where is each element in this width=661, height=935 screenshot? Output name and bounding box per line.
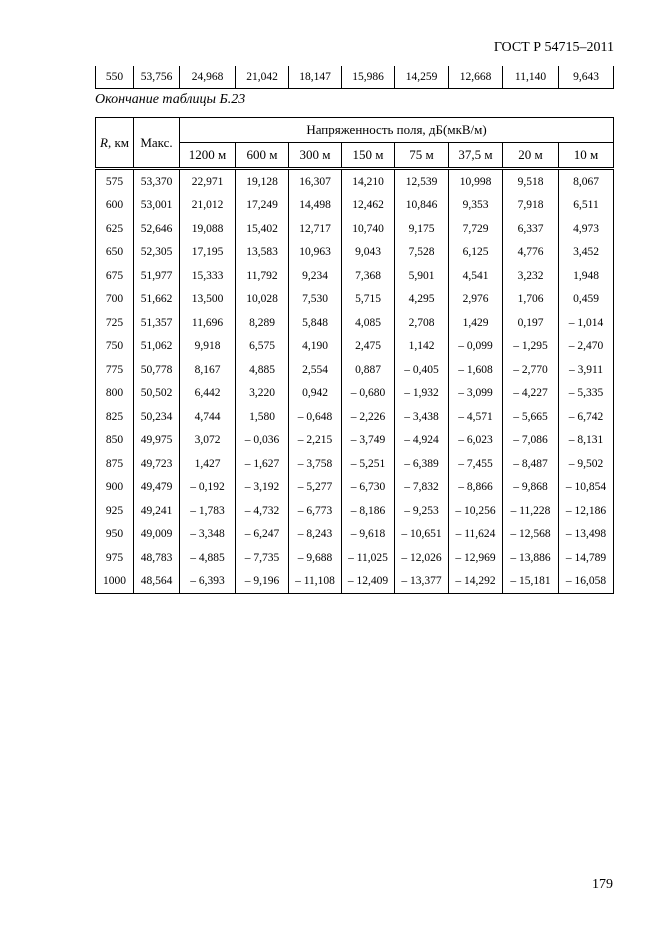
table-cell: – 3,911 — [559, 358, 614, 382]
table-caption: Окончание таблицы Б.23 — [95, 92, 246, 107]
table-cell: – 2,226 — [342, 405, 395, 429]
table-cell: 1,580 — [236, 405, 289, 429]
table-cell: – 0,405 — [395, 358, 449, 382]
table-cell: – 15,181 — [503, 570, 559, 594]
table-cell: 650 — [96, 241, 134, 265]
table-cell: – 9,196 — [236, 570, 289, 594]
table-cell: – 0,099 — [449, 335, 503, 359]
table-cell: 900 — [96, 476, 134, 500]
table-cell: – 12,186 — [559, 499, 614, 523]
table-cell: 5,901 — [395, 264, 449, 288]
table-cell: – 6,742 — [559, 405, 614, 429]
table-cell: – 12,409 — [342, 570, 395, 594]
table-cell: 7,368 — [342, 264, 395, 288]
table-cell: 10,998 — [449, 169, 503, 194]
table-cell: 5,848 — [289, 311, 342, 335]
table-cell: 53,370 — [134, 169, 180, 194]
table-cell: 0,459 — [559, 288, 614, 312]
table-cell: – 3,192 — [236, 476, 289, 500]
table-cell: 51,662 — [134, 288, 180, 312]
table-cell: 50,778 — [134, 358, 180, 382]
table-cell: – 14,292 — [449, 570, 503, 594]
table-cell: 0,942 — [289, 382, 342, 406]
table-cell: 575 — [96, 169, 134, 194]
table-cell: 9,918 — [180, 335, 236, 359]
table-cell: 550 — [96, 66, 134, 89]
table-cell: – 0,192 — [180, 476, 236, 500]
table-row — [96, 546, 614, 570]
table-cell: 12,717 — [289, 217, 342, 241]
table-cell: 625 — [96, 217, 134, 241]
table-cell: 49,479 — [134, 476, 180, 500]
table-cell: – 4,732 — [236, 499, 289, 523]
table-cell: – 0,036 — [236, 429, 289, 453]
table-cell: 9,518 — [503, 169, 559, 194]
table-cell: 975 — [96, 546, 134, 570]
table-cell: 1,706 — [503, 288, 559, 312]
table-cell: 4,085 — [342, 311, 395, 335]
table-cell: – 1,932 — [395, 382, 449, 406]
table-cell: – 10,854 — [559, 476, 614, 500]
table-cell: – 16,058 — [559, 570, 614, 594]
table-cell: 3,232 — [503, 264, 559, 288]
table-cell: 22,971 — [180, 169, 236, 194]
table-cell: – 4,885 — [180, 546, 236, 570]
r-label: R — [100, 134, 108, 150]
table-cell: – 4,571 — [449, 405, 503, 429]
table-cell: – 7,832 — [395, 476, 449, 500]
table-cell: – 9,502 — [559, 452, 614, 476]
table-cell: – 0,648 — [289, 405, 342, 429]
table-row — [96, 169, 614, 194]
table-cell: 1,427 — [180, 452, 236, 476]
table-cell: 3,452 — [559, 241, 614, 265]
table-cell: 21,012 — [180, 194, 236, 218]
table-cell: 9,234 — [289, 264, 342, 288]
table-cell: – 1,014 — [559, 311, 614, 335]
table-row — [96, 499, 614, 523]
table-cell: – 4,227 — [503, 382, 559, 406]
table-cell: – 3,749 — [342, 429, 395, 453]
table-row — [96, 523, 614, 547]
table-cell: – 10,256 — [449, 499, 503, 523]
table-cell: 10,740 — [342, 217, 395, 241]
table-cell: 16,307 — [289, 169, 342, 194]
column-header-height: 20 м — [503, 143, 559, 169]
table-cell: 24,968 — [180, 66, 236, 89]
table-row — [96, 264, 614, 288]
table-cell: 2,554 — [289, 358, 342, 382]
table-cell: – 13,377 — [395, 570, 449, 594]
table-cell: 15,986 — [342, 66, 395, 89]
table-cell: 2,708 — [395, 311, 449, 335]
table-cell: 14,210 — [342, 169, 395, 194]
table-cell: 17,195 — [180, 241, 236, 265]
table-cell: – 3,348 — [180, 523, 236, 547]
column-header-r — [96, 118, 134, 169]
table-cell: 13,583 — [236, 241, 289, 265]
table-top-continuation — [95, 66, 614, 89]
table-cell: 825 — [96, 405, 134, 429]
table-cell: 15,402 — [236, 217, 289, 241]
table-cell: 7,528 — [395, 241, 449, 265]
table-cell: – 9,688 — [289, 546, 342, 570]
table-cell: – 3,438 — [395, 405, 449, 429]
table-cell: – 12,026 — [395, 546, 449, 570]
table-cell: – 1,295 — [503, 335, 559, 359]
column-header-height: 10 м — [559, 143, 614, 169]
table-cell: – 14,789 — [559, 546, 614, 570]
table-cell: 18,147 — [289, 66, 342, 89]
table-cell: – 3,758 — [289, 452, 342, 476]
table-cell: 48,783 — [134, 546, 180, 570]
table-cell: – 8,866 — [449, 476, 503, 500]
table-cell: 11,696 — [180, 311, 236, 335]
column-header-height: 75 м — [395, 143, 449, 169]
table-row — [96, 241, 614, 265]
table-cell: 12,539 — [395, 169, 449, 194]
table-cell: – 1,783 — [180, 499, 236, 523]
table-cell: 6,442 — [180, 382, 236, 406]
table-cell: – 7,735 — [236, 546, 289, 570]
table-cell: 49,241 — [134, 499, 180, 523]
table-cell: 10,846 — [395, 194, 449, 218]
table-cell: 49,723 — [134, 452, 180, 476]
table-cell: – 2,470 — [559, 335, 614, 359]
table-cell: – 9,868 — [503, 476, 559, 500]
table-cell: 925 — [96, 499, 134, 523]
table-row — [96, 476, 614, 500]
table-cell: – 8,186 — [342, 499, 395, 523]
table-cell: 9,043 — [342, 241, 395, 265]
table-cell: – 9,253 — [395, 499, 449, 523]
table-cell: 3,220 — [236, 382, 289, 406]
table-cell: 5,715 — [342, 288, 395, 312]
table-cell: 50,234 — [134, 405, 180, 429]
table-cell: – 1,627 — [236, 452, 289, 476]
table-cell: 49,975 — [134, 429, 180, 453]
table-row — [96, 217, 614, 241]
table-cell: 7,530 — [289, 288, 342, 312]
column-header-height: 300 м — [289, 143, 342, 169]
table-cell: 7,918 — [503, 194, 559, 218]
table-row — [96, 405, 614, 429]
table-cell: 9,175 — [395, 217, 449, 241]
table-row — [96, 311, 614, 335]
table-row — [96, 66, 614, 89]
table-cell: 875 — [96, 452, 134, 476]
table-cell: 53,001 — [134, 194, 180, 218]
table-cell: – 4,924 — [395, 429, 449, 453]
table-cell: 9,643 — [559, 66, 614, 89]
table-cell: 12,462 — [342, 194, 395, 218]
column-header-max: Макс. — [134, 118, 180, 169]
table-cell: 750 — [96, 335, 134, 359]
table-cell: 15,333 — [180, 264, 236, 288]
table-row — [96, 358, 614, 382]
table-cell: – 6,247 — [236, 523, 289, 547]
table-cell: 8,167 — [180, 358, 236, 382]
table-cell: 600 — [96, 194, 134, 218]
column-header-height: 1200 м — [180, 143, 236, 169]
table-cell: 725 — [96, 311, 134, 335]
table-cell: 13,500 — [180, 288, 236, 312]
table-cell: 6,125 — [449, 241, 503, 265]
table-cell: – 12,969 — [449, 546, 503, 570]
table-cell: 10,963 — [289, 241, 342, 265]
table-cell: 4,541 — [449, 264, 503, 288]
table-cell: 51,062 — [134, 335, 180, 359]
table-cell: 2,976 — [449, 288, 503, 312]
table-cell: 14,498 — [289, 194, 342, 218]
table-cell: – 3,099 — [449, 382, 503, 406]
column-header-height: 37,5 м — [449, 143, 503, 169]
table-cell: 14,259 — [395, 66, 449, 89]
table-cell: – 6,023 — [449, 429, 503, 453]
table-cell: 8,289 — [236, 311, 289, 335]
table-row — [96, 452, 614, 476]
table-cell: 1,948 — [559, 264, 614, 288]
table-cell: – 11,108 — [289, 570, 342, 594]
table-cell: 675 — [96, 264, 134, 288]
column-header-height: 150 м — [342, 143, 395, 169]
table-cell: 950 — [96, 523, 134, 547]
table-cell: – 6,730 — [342, 476, 395, 500]
table-cell: – 0,680 — [342, 382, 395, 406]
table-cell: – 9,618 — [342, 523, 395, 547]
table-cell: 4,744 — [180, 405, 236, 429]
table-cell: – 13,498 — [559, 523, 614, 547]
table-cell: – 13,886 — [503, 546, 559, 570]
column-group-title: Напряженность поля, дБ(мкВ/м) — [180, 118, 614, 143]
r-unit: , км — [107, 134, 129, 150]
table-cell: 7,729 — [449, 217, 503, 241]
table-cell: – 5,251 — [342, 452, 395, 476]
table-cell: 49,009 — [134, 523, 180, 547]
table-cell: – 5,277 — [289, 476, 342, 500]
table-cell: 4,295 — [395, 288, 449, 312]
table-cell: 19,088 — [180, 217, 236, 241]
table-cell: – 8,243 — [289, 523, 342, 547]
table-row — [96, 429, 614, 453]
table-cell: 9,353 — [449, 194, 503, 218]
table-cell: – 8,131 — [559, 429, 614, 453]
table-cell: – 11,624 — [449, 523, 503, 547]
page-number: 179 — [592, 877, 613, 892]
table-cell: – 12,568 — [503, 523, 559, 547]
table-cell: – 1,608 — [449, 358, 503, 382]
table-row — [96, 194, 614, 218]
table-cell: 50,502 — [134, 382, 180, 406]
table-cell: 4,885 — [236, 358, 289, 382]
table-cell: 700 — [96, 288, 134, 312]
table-cell: 51,977 — [134, 264, 180, 288]
table-body — [96, 169, 614, 594]
column-header-height: 600 м — [236, 143, 289, 169]
table-cell: 3,072 — [180, 429, 236, 453]
table-cell: 12,668 — [449, 66, 503, 89]
table-cell: 1,429 — [449, 311, 503, 335]
table-cell: – 7,455 — [449, 452, 503, 476]
table-row — [96, 382, 614, 406]
table-cell: 6,575 — [236, 335, 289, 359]
table-cell: 4,190 — [289, 335, 342, 359]
table-cell: 11,792 — [236, 264, 289, 288]
table-cell: 52,305 — [134, 241, 180, 265]
table-cell: 4,973 — [559, 217, 614, 241]
table-cell: 1000 — [96, 570, 134, 594]
table-row — [96, 288, 614, 312]
table-cell: – 8,487 — [503, 452, 559, 476]
table-cell: 21,042 — [236, 66, 289, 89]
table-cell: 53,756 — [134, 66, 180, 89]
table-cell: 6,337 — [503, 217, 559, 241]
table-cell: 51,357 — [134, 311, 180, 335]
table-cell: – 6,393 — [180, 570, 236, 594]
table-cell: 52,646 — [134, 217, 180, 241]
table-cell: 6,511 — [559, 194, 614, 218]
table-cell: – 10,651 — [395, 523, 449, 547]
table-cell: 800 — [96, 382, 134, 406]
table-cell: – 11,025 — [342, 546, 395, 570]
table-cell: 48,564 — [134, 570, 180, 594]
table-cell: – 2,215 — [289, 429, 342, 453]
table-row — [96, 570, 614, 594]
table-cell: – 5,335 — [559, 382, 614, 406]
document-header: ГОСТ Р 54715–2011 — [493, 40, 614, 55]
table-cell: – 11,228 — [503, 499, 559, 523]
table-cell: 1,142 — [395, 335, 449, 359]
table-cell: 0,887 — [342, 358, 395, 382]
table-cell: 775 — [96, 358, 134, 382]
table-cell: 8,067 — [559, 169, 614, 194]
table-cell: 2,475 — [342, 335, 395, 359]
table-cell: 10,028 — [236, 288, 289, 312]
table-cell: 4,776 — [503, 241, 559, 265]
data-table — [95, 117, 614, 594]
table-cell: – 2,770 — [503, 358, 559, 382]
table-cell: 850 — [96, 429, 134, 453]
table-cell: 17,249 — [236, 194, 289, 218]
table-cell: 19,128 — [236, 169, 289, 194]
table-cell: – 7,086 — [503, 429, 559, 453]
table-cell: – 6,773 — [289, 499, 342, 523]
table-cell: 11,140 — [503, 66, 559, 89]
table-row — [96, 335, 614, 359]
table-cell: 0,197 — [503, 311, 559, 335]
table-cell: – 5,665 — [503, 405, 559, 429]
table-cell: – 6,389 — [395, 452, 449, 476]
